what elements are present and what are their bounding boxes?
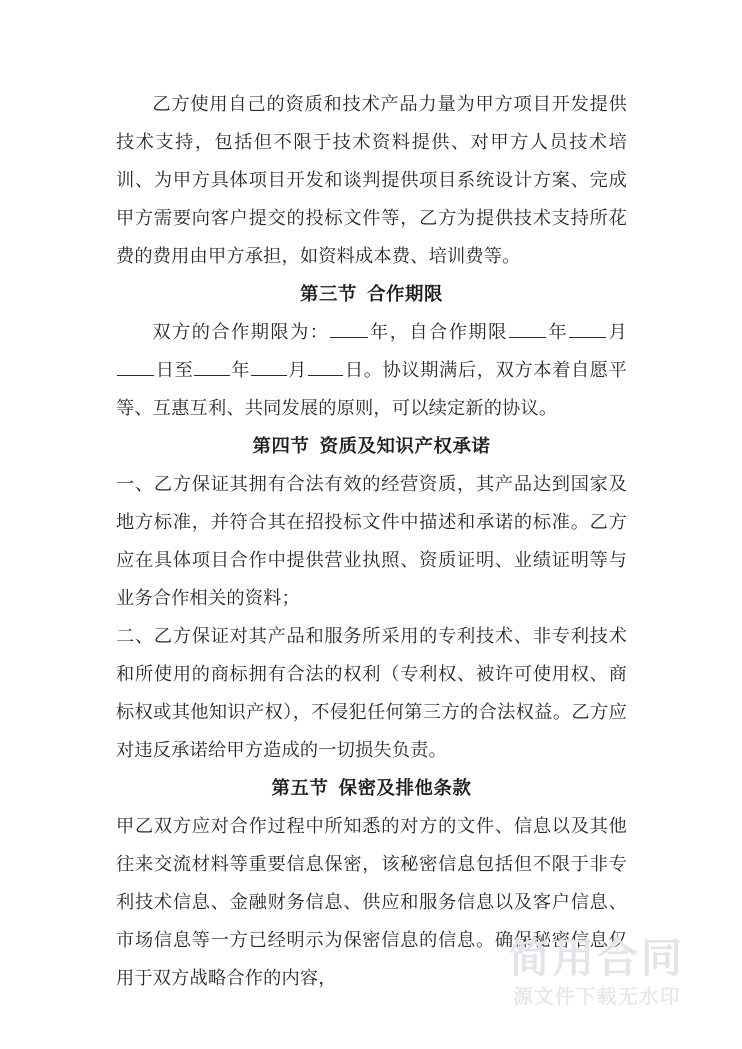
blank-end-year[interactable] <box>194 357 229 376</box>
term-text-prefix: 双方的合作期限为： <box>152 322 330 343</box>
term-text-5: 年 <box>230 360 251 381</box>
blank-end-month[interactable] <box>251 357 286 376</box>
paragraph-qualification-item-2: 二、乙方保证对其产品和服务所采用的专利技术、非专利技术和所使用的商标拥有合法的权利（专利权、被许可使用权、商标权或其他知识产权），不侵犯任何第三方的合法权益。乙方应对违反承诺给甲方造成的一切损失负责。 <box>116 626 627 761</box>
heading-section-5 <box>116 770 627 808</box>
paragraph-technical-support: 乙方使用自己的资质和技术产品力量为甲方项目开发提供技术支持，包括但不限于技术资料提供、对甲方人员技术培训、为甲方具体项目开发和谈判提供项目系统设计方案、完成甲方需要向客户提交的投标文件等，乙方为提供技术支持所花费的费用由甲方承担，如资料成本费、培训费等。 <box>116 94 627 267</box>
paragraph-qualification-item-1: 一、乙方保证其拥有合法有效的经营资质，其产品达到国家及地方标准，并符合其在招投标文件中描述和承诺的标准。乙方应在具体项目合作中提供营业执照、资质证明、业绩证明等与业务合作相关的资料； <box>116 474 627 609</box>
term-text-suffix: 日。协议期满后，双方本着自愿平等、互惠互利、共同发展的原则，可以续定新的协议。 <box>116 360 628 419</box>
blank-start-year[interactable] <box>509 319 546 338</box>
watermark-brand: 简用合同 <box>509 933 685 982</box>
heading-section-3 <box>116 276 627 314</box>
heading-section-5-title: 保密及排他条款 <box>338 778 472 799</box>
blank-end-day[interactable] <box>308 357 343 376</box>
document-body <box>116 86 627 998</box>
heading-section-4-number: 第四节 <box>252 436 310 457</box>
heading-section-4-title: 资质及知识产权承诺 <box>319 436 491 457</box>
blank-start-month[interactable] <box>569 319 606 338</box>
blank-term-years[interactable] <box>330 319 367 338</box>
heading-section-5-number: 第五节 <box>271 778 329 799</box>
term-text-1: 年，自合作期限 <box>368 322 508 343</box>
heading-section-4 <box>116 428 627 466</box>
blank-start-day[interactable] <box>117 357 154 376</box>
term-text-4: 日至 <box>155 360 194 381</box>
heading-section-3-title: 合作期限 <box>367 284 444 305</box>
term-text-3: 月 <box>607 322 628 343</box>
watermark-tagline: 源文件下载无水印 <box>512 984 681 1008</box>
term-text-6: 月 <box>287 360 307 381</box>
paragraph-confidentiality: 甲乙双方应对合作过程中所知悉的对方的文件、信息以及其他往来交流材料等重要信息保密，该秘密信息包括但不限于非专利技术信息、金融财务信息、供应和服务信息以及客户信息、市场信息等一方已经明示为保密信息的信息。确保秘密信息仅用于双方战略合作的内容， <box>116 816 627 989</box>
paragraph-cooperation-term <box>116 314 627 428</box>
heading-section-3-number: 第三节 <box>299 284 357 305</box>
term-text-2: 年 <box>547 322 569 343</box>
